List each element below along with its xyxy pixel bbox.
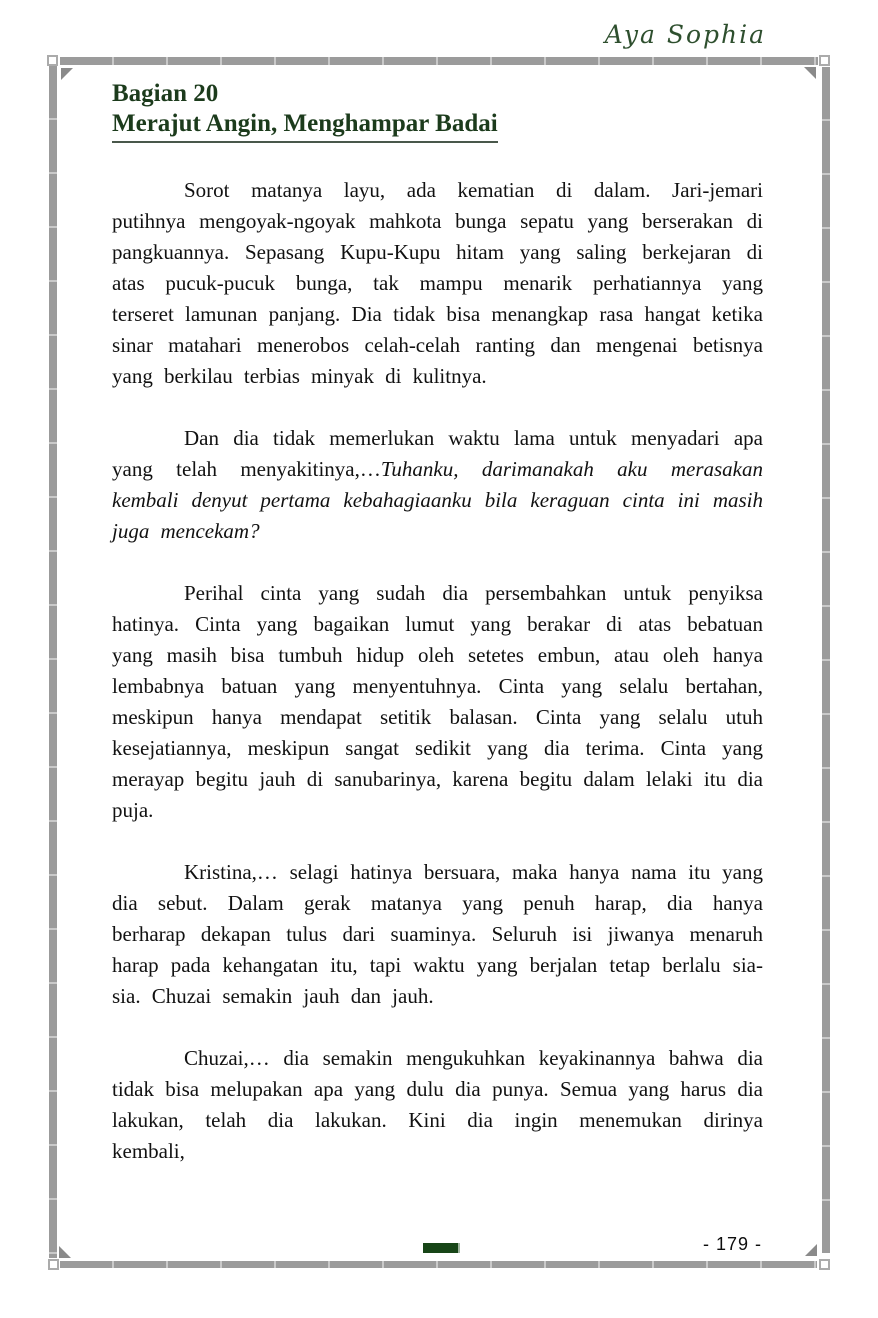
page-number: - 179 -: [702, 1234, 762, 1254]
paragraph-2: [112, 423, 763, 547]
paragraph-5-text: Chuzai,… dia semakin mengukuhkan keyakinannya bahwa dia tidak bisa melupakan apa yang dulu dia punya. Semua yang harus dia lakukan, telah dia lakukan. Kini dia ingin menemukan dirinya kembali,: [112, 1046, 763, 1163]
footer-accent-bar: [423, 1243, 460, 1253]
paragraph-1-text: Sorot matanya layu, ada kematian di dalam. Jari-jemari putihnya mengoyak-ngoyak mahkota bunga sepatu yang berserakan di pangkuannya. Sepasang Kupu-Kupu hitam yang saling berkejaran di atas pucuk-pucuk bunga, tak mampu menarik perhatiannya yang terseret lamunan panjang. Dia tidak bisa menangkap rasa hangat ketika sinar matahari menerobos celah-celah ranting dan mengenai betisnya yang berkilau terbias minyak di kulitnya.: [112, 178, 763, 388]
page-content: [112, 79, 763, 1198]
paragraph-4: [112, 857, 763, 1012]
frame-corner-square-bottom-left: [48, 1259, 59, 1270]
paragraph-4-text: Kristina,… selagi hatinya bersuara, maka hanya nama itu yang dia sebut. Dalam gerak matanya yang penuh harap, dia hanya berharap dekapan tulus dari suaminya. Seluruh isi jiwanya menaruh harap pada kehangatan itu, tapi waktu yang berjalan tetap berlalu sia-sia. Chuzai semakin jauh dan jauh.: [112, 860, 763, 1008]
paragraph-5: [112, 1043, 763, 1167]
frame-left-border: [49, 66, 57, 1258]
frame-right-border: [822, 67, 830, 1253]
corner-triangle-icon-bottom-right: [805, 1244, 817, 1256]
paragraph-3: [112, 578, 763, 826]
chapter-title: Merajut Angin, Menghampar Badai: [112, 109, 498, 143]
frame-corner-square-top-left: [47, 55, 58, 66]
frame-bottom-border: [60, 1261, 817, 1268]
corner-triangle-icon-bottom-left: [59, 1246, 71, 1258]
corner-triangle-icon-top-left: [61, 68, 73, 80]
frame-corner-square-top-right: [819, 55, 830, 66]
chapter-title-row: [112, 109, 763, 143]
frame-corner-square-bottom-right: [819, 1259, 830, 1270]
frame-top-border: [60, 57, 818, 65]
corner-triangle-icon-top-right: [804, 67, 816, 79]
paragraph-3-text: Perihal cinta yang sudah dia persembahkan untuk penyiksa hatinya. Cinta yang bagaikan lumut yang berakar di atas bebatuan yang masih bisa tumbuh hidup oleh setetes embun, atau oleh hanya lembabnya batuan yang menyentuhnya. Cinta yang selalu bertahan, meskipun hanya mendapat setitik balasan. Cinta yang selalu utuh kesejatiannya, meskipun sangat sedikit yang dia terima. Cinta yang merayap begitu jauh di sanubarinya, karena begitu dalam lelaki itu dia puja.: [112, 581, 763, 822]
paragraph-2-italic-prayer: Tuhanku, darimanakah aku merasakan kembali denyut pertama kebahagiaanku bila keraguan cinta ini masih juga mencekam?: [112, 457, 763, 543]
running-header-title: Aya Sophia: [604, 20, 766, 49]
paragraph-1: [112, 175, 763, 392]
chapter-number: Bagian 20: [112, 80, 219, 107]
chapter-body: [112, 175, 763, 1167]
paragraph-2-text: Dan dia tidak memerlukan waktu lama untuk menyadari apa yang telah menyakitinya,…: [112, 426, 763, 481]
